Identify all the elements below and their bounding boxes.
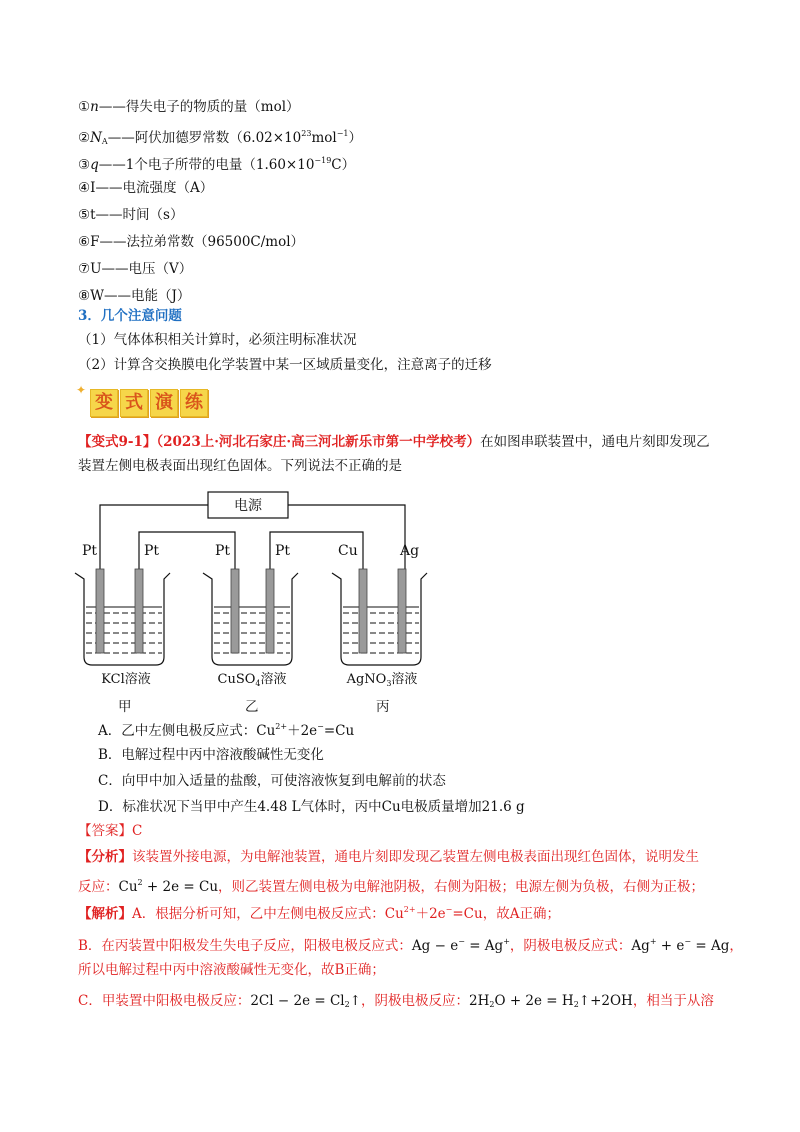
note-1: （1）气体体积相关计算时，必须注明标准状况 [78, 332, 357, 348]
practice-banner [76, 383, 206, 417]
cell-2-label: CuSO$_4$溶液 [217, 672, 287, 688]
def-1: ①n——得失电子的物质的量（mol） [78, 99, 300, 115]
def-3: ③q——1个电子所带的电量$(1.60\times 10^{-19}C)$ [78, 156, 356, 173]
electrode-label: Pt [275, 543, 291, 559]
electrode-label: Ag [400, 543, 420, 559]
electrode-rod [266, 569, 274, 653]
electrode-rod [359, 569, 367, 653]
cell-1-label: KCl溶液 [101, 672, 151, 687]
sparkle-icon: ✦ [76, 383, 87, 397]
electrode-rod [398, 569, 406, 653]
electrode-label: Pt [82, 543, 98, 559]
question-stem-2: 装置左侧电极表面出现红色固体。下列说法不正确的是 [78, 458, 402, 474]
def-5: ⑤t——时间（s） [78, 207, 184, 223]
option-c: C．向甲中加入适量的盐酸，可使溶液恢复到电解前的状态 [98, 773, 446, 789]
def-4: ④I——电流强度（A） [78, 180, 214, 196]
option-b: B．电解过程中丙中溶液酸碱性无变化 [98, 747, 324, 763]
electrode-rod [96, 569, 104, 653]
banner-char: 演 [150, 389, 178, 417]
option-d: D．标准状况下当甲中产生4.48 L气体时，丙中Cu电极质量增加21.6 g [98, 799, 525, 815]
question-stem-1: 【变式9-1】（2023上·河北石家庄·高三河北新乐市第一中学校考）在如图串联装置中，通电片刻即发现乙 [78, 434, 710, 450]
def-8: ⑧W——电能（J） [78, 288, 191, 304]
electrode-label: Cu [338, 543, 358, 559]
electrode-rod [135, 569, 143, 653]
electrolysis-figure [70, 487, 450, 692]
beaker-1 [75, 573, 170, 665]
wire-right [288, 505, 405, 569]
section-heading: 3．几个注意问题 [78, 308, 182, 324]
electrode-label: Pt [215, 543, 231, 559]
cell-3-name: 丙 [376, 699, 390, 715]
wire-left [100, 505, 208, 569]
beaker-3 [332, 573, 427, 665]
electrode-rod [231, 569, 239, 653]
analysis-line-1: 【分析】该装置外接电源，为电解池装置，通电片刻即发现乙装置左侧电极表面出现红色固体，说明发生 [78, 849, 699, 865]
def-6: ⑥F——法拉弟常数（96500C/mol） [78, 234, 305, 250]
beaker-2 [203, 573, 298, 665]
solution-b-1: B．在丙装置中阳极发生失电子反应，阳极电极反应式：Ag − e− = Ag+，阴极电极反应式：Ag+ + e− = Ag， [78, 937, 743, 954]
cell-3-label: AgNO$_3$溶液 [346, 672, 418, 688]
solution-a: 【解析】A．根据分析可知，乙中左侧电极反应式：$Cu^{2+}+2e^-=Cu$，故A正确； [78, 905, 560, 922]
electrode-label: Pt [144, 543, 160, 559]
option-a: A．乙中左侧电极反应式：$Cu^{2+}+2e^-=Cu$ [98, 722, 355, 739]
cell-2-name: 乙 [245, 699, 259, 715]
solution-b-2: 所以电解过程中丙中溶液酸碱性无变化，故B正确； [78, 962, 385, 978]
banner-char: 练 [180, 389, 208, 417]
power-label: 电源 [234, 498, 262, 514]
banner-char: 变 [90, 389, 118, 417]
solution-c-1: C．甲装置中阳极电极反应：$2Cl - 2e = Cl_2↑$，阴极电极反应：$2H_2O + 2e$ = $H_2↑+2OH$，相当于从溶 [78, 993, 714, 1009]
answer: 【答案】C [78, 823, 143, 839]
def-7: ⑦U——电压（V） [78, 261, 193, 277]
def-2: $②N_A——$阿伏加德罗常数$(6.02\times 10^{23}mol^{-1})$ [78, 129, 362, 146]
note-2: （2）计算含交换膜电化学装置中某一区域质量变化，注意离子的迁移 [78, 357, 492, 373]
cell-1-name: 甲 [118, 699, 132, 715]
analysis-line-2: 反应：$Cu^2 + 2e = Cu$，则乙装置左侧电极为电解池阴极，右侧为阳极；电源左侧为负极，右侧为正极； [78, 878, 705, 895]
banner-char: 式 [120, 389, 148, 417]
